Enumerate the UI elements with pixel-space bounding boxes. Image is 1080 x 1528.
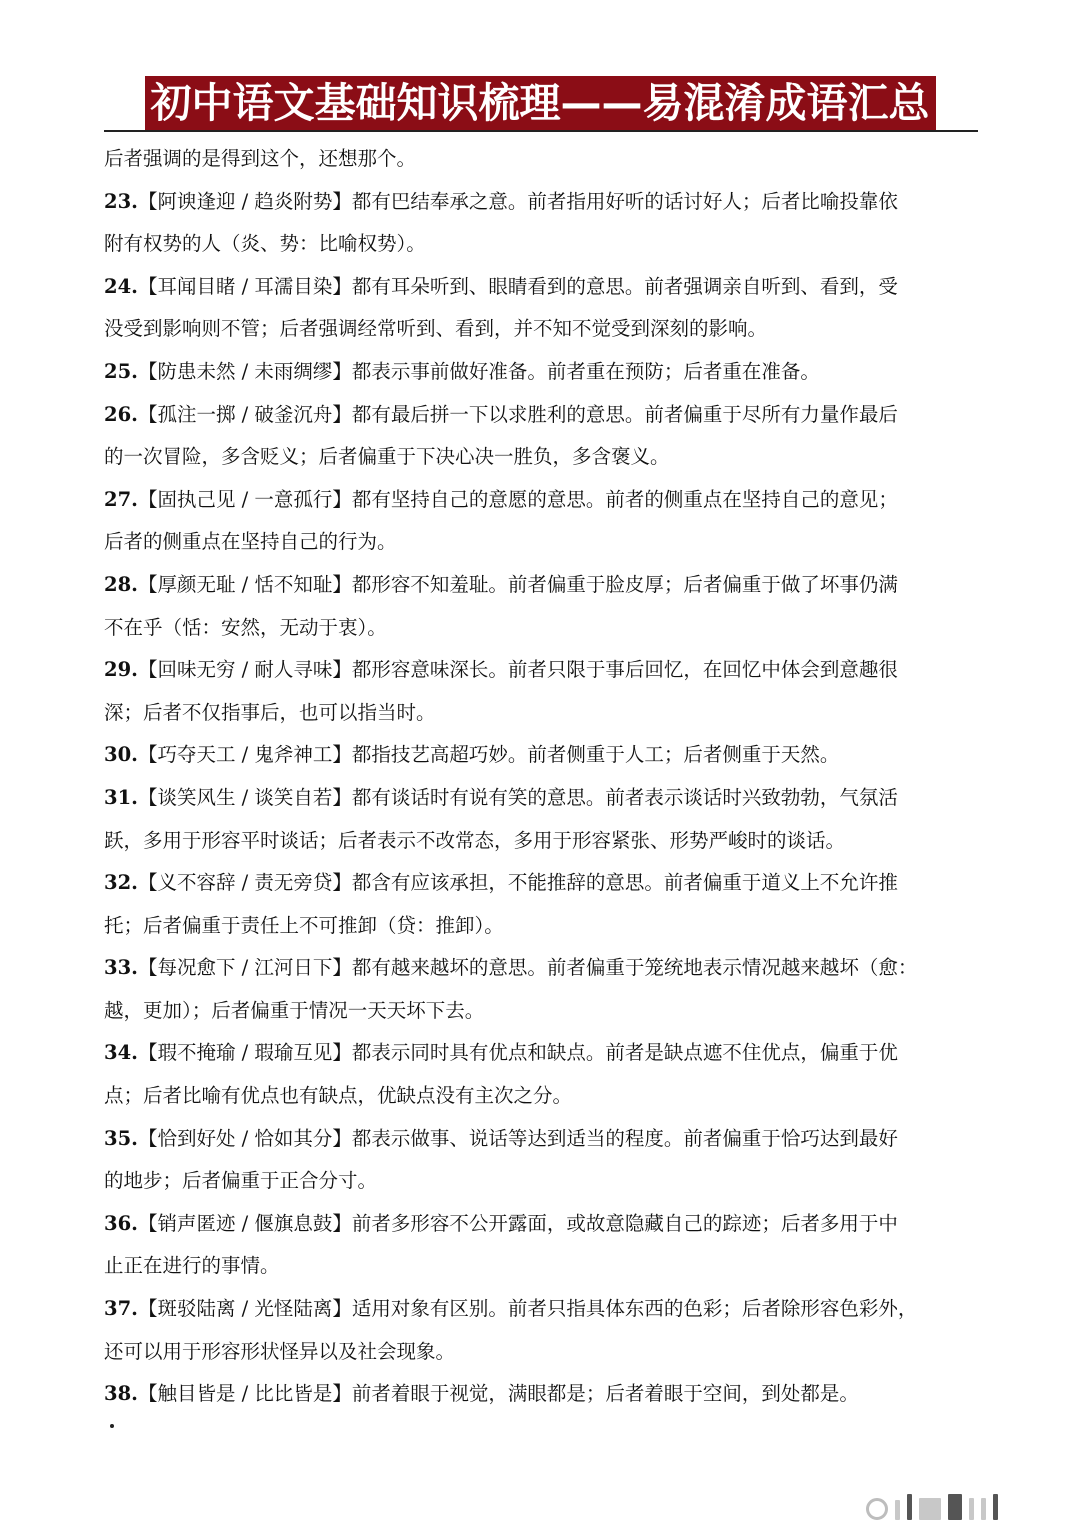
- line-text: 【义不容辞 / 责无旁贷】都含有应该承担，不能推辞的意思。前者偏重于道义上不允许推: [137, 871, 898, 895]
- text-line: [104, 649, 980, 692]
- text-line: [104, 1203, 980, 1246]
- watermark-logo: [866, 1490, 998, 1520]
- bullet-dot: [110, 1424, 114, 1428]
- line-text: 【孤注一掷 / 破釜沉舟】都有最后拼一下以求胜利的意思。前者偏重于尽所有力量作最后: [137, 402, 898, 426]
- line-text: 【巧夺天工 / 鬼斧神工】都指技艺高超巧妙。前者侧重于人工；后者侧重于天然。: [137, 743, 840, 767]
- item-number: 29.: [104, 658, 138, 682]
- text-line: [104, 1331, 980, 1374]
- text-line: [104, 479, 980, 522]
- item-number: 33.: [104, 956, 138, 980]
- line-text: 【每况愈下 / 江河日下】都有越来越坏的意思。前者偏重于笼统地表示情况越来越坏（愈：: [137, 956, 918, 980]
- title-underline: [104, 130, 978, 132]
- line-text: 【销声匿迹 / 偃旗息鼓】前者多形容不公开露面，或故意隐藏自己的踪迹；后者多用于中: [137, 1211, 898, 1235]
- line-text: 【斑驳陆离 / 光怪陆离】适用对象有区别。前者只指具体东西的色彩；后者除形容色彩外，: [137, 1297, 918, 1321]
- line-text: 托；后者偏重于责任上不可推卸（贷：推卸）。: [104, 913, 504, 937]
- line-text: 【防患未然 / 未雨绸缪】都表示事前做好准备。前者重在预防；后者重在准备。: [137, 359, 820, 383]
- line-text: 【回味无穷 / 耐人寻味】都形容意味深长。前者只限于事后回忆，在回忆中体会到意趣很: [137, 658, 898, 682]
- text-line: [104, 990, 980, 1033]
- item-number: 31.: [104, 785, 138, 809]
- idiom-list: [104, 138, 980, 1416]
- text-line: [104, 521, 980, 564]
- item-number: 23.: [104, 189, 138, 213]
- line-text: 【固执己见 / 一意孤行】都有坚持自己的意愿的意思。前者的侧重点在坚持自己的意见；: [137, 487, 898, 511]
- text-line: [104, 1373, 980, 1416]
- item-number: 37.: [104, 1297, 138, 1321]
- text-line: [104, 947, 980, 990]
- watermark-bar: [919, 1498, 941, 1520]
- text-line: [104, 1245, 980, 1288]
- item-number: 24.: [104, 274, 138, 298]
- text-line: [104, 692, 980, 735]
- line-text: 跃，多用于形容平时谈话；后者表示不改常态，多用于形容紧张、形势严峻时的谈话。: [104, 828, 846, 852]
- item-number: 28.: [104, 572, 138, 596]
- line-text: 附有权势的人（炎、势：比喻权势）。: [104, 232, 426, 256]
- item-number: 27.: [104, 487, 138, 511]
- line-text: 没受到影响则不管；后者强调经常听到、看到，并不知不觉受到深刻的影响。: [104, 317, 768, 341]
- line-text: 深；后者不仅指事后，也可以指当时。: [104, 700, 436, 724]
- title-area: [0, 76, 1080, 130]
- watermark-circle-icon: [866, 1498, 888, 1520]
- item-number: 25.: [104, 359, 138, 383]
- text-line: [104, 862, 980, 905]
- text-line: [104, 1118, 980, 1161]
- line-text: 的地步；后者偏重于正合分寸。: [104, 1169, 378, 1193]
- line-text: 越，更加）；后者偏重于情况一天天坏下去。: [104, 998, 485, 1022]
- line-text: 【厚颜无耻 / 恬不知耻】都形容不知羞耻。前者偏重于脸皮厚；后者偏重于做了坏事仍满: [137, 572, 898, 596]
- line-text: 的一次冒险，多含贬义；后者偏重于下决心决一胜负，多含褒义。: [104, 445, 670, 469]
- text-line: [104, 351, 980, 394]
- text-line: [104, 734, 980, 777]
- item-number: 36.: [104, 1211, 138, 1235]
- watermark-bar: [981, 1498, 986, 1520]
- text-line: [104, 1288, 980, 1331]
- item-number: 30.: [104, 743, 138, 767]
- item-number: 35.: [104, 1126, 138, 1150]
- text-line: [104, 1160, 980, 1203]
- line-text: 后者强调的是得到这个，还想那个。: [104, 147, 417, 170]
- text-line: [104, 905, 980, 948]
- text-line: [104, 777, 980, 820]
- page-title: 初中语文基础知识梳理——易混淆成语汇总: [145, 76, 936, 130]
- text-line: [104, 564, 980, 607]
- item-number: 38.: [104, 1382, 138, 1406]
- watermark-bar: [969, 1498, 974, 1520]
- text-line: [104, 181, 980, 224]
- line-text: 【恰到好处 / 恰如其分】都表示做事、说话等达到适当的程度。前者偏重于恰巧达到最好: [137, 1126, 898, 1150]
- item-number: 34.: [104, 1041, 138, 1065]
- line-text: 还可以用于形容形状怪异以及社会现象。: [104, 1339, 456, 1363]
- item-number: 32.: [104, 871, 138, 895]
- watermark-bar: [993, 1494, 998, 1520]
- line-text: 【阿谀逢迎 / 趋炎附势】都有巴结奉承之意。前者指用好听的话讨好人；后者比喻投靠依: [137, 189, 898, 213]
- text-line: [104, 266, 980, 309]
- line-text: 点；后者比喻有优点也有缺点，优缺点没有主次之分。: [104, 1084, 573, 1108]
- line-text: 【谈笑风生 / 谈笑自若】都有谈话时有说有笑的意思。前者表示谈话时兴致勃勃，气氛活: [137, 785, 898, 809]
- text-line: [104, 607, 980, 650]
- line-text: 后者的侧重点在坚持自己的行为。: [104, 530, 397, 554]
- line-text: 止正在进行的事情。: [104, 1254, 280, 1278]
- text-line: [104, 436, 980, 479]
- text-line: [104, 820, 980, 863]
- text-line: [104, 394, 980, 437]
- text-line: [104, 1032, 980, 1075]
- text-line: [104, 1075, 980, 1118]
- text-line: [104, 223, 980, 266]
- line-text: 【耳闻目睹 / 耳濡目染】都有耳朵听到、眼睛看到的意思。前者强调亲自听到、看到，受: [137, 274, 898, 298]
- watermark-bar: [907, 1494, 912, 1520]
- line-text: 不在乎（恬：安然，无动于衷）。: [104, 615, 387, 639]
- text-line: [104, 138, 980, 181]
- watermark-bar: [895, 1500, 900, 1520]
- item-number: 26.: [104, 402, 138, 426]
- text-line: [104, 308, 980, 351]
- line-text: 【触目皆是 / 比比皆是】前者着眼于视觉，满眼都是；后者着眼于空间，到处都是。: [137, 1382, 859, 1406]
- watermark-bar: [948, 1494, 962, 1520]
- line-text: 【瑕不掩瑜 / 瑕瑜互见】都表示同时具有优点和缺点。前者是缺点遮不住优点，偏重于优: [137, 1041, 898, 1065]
